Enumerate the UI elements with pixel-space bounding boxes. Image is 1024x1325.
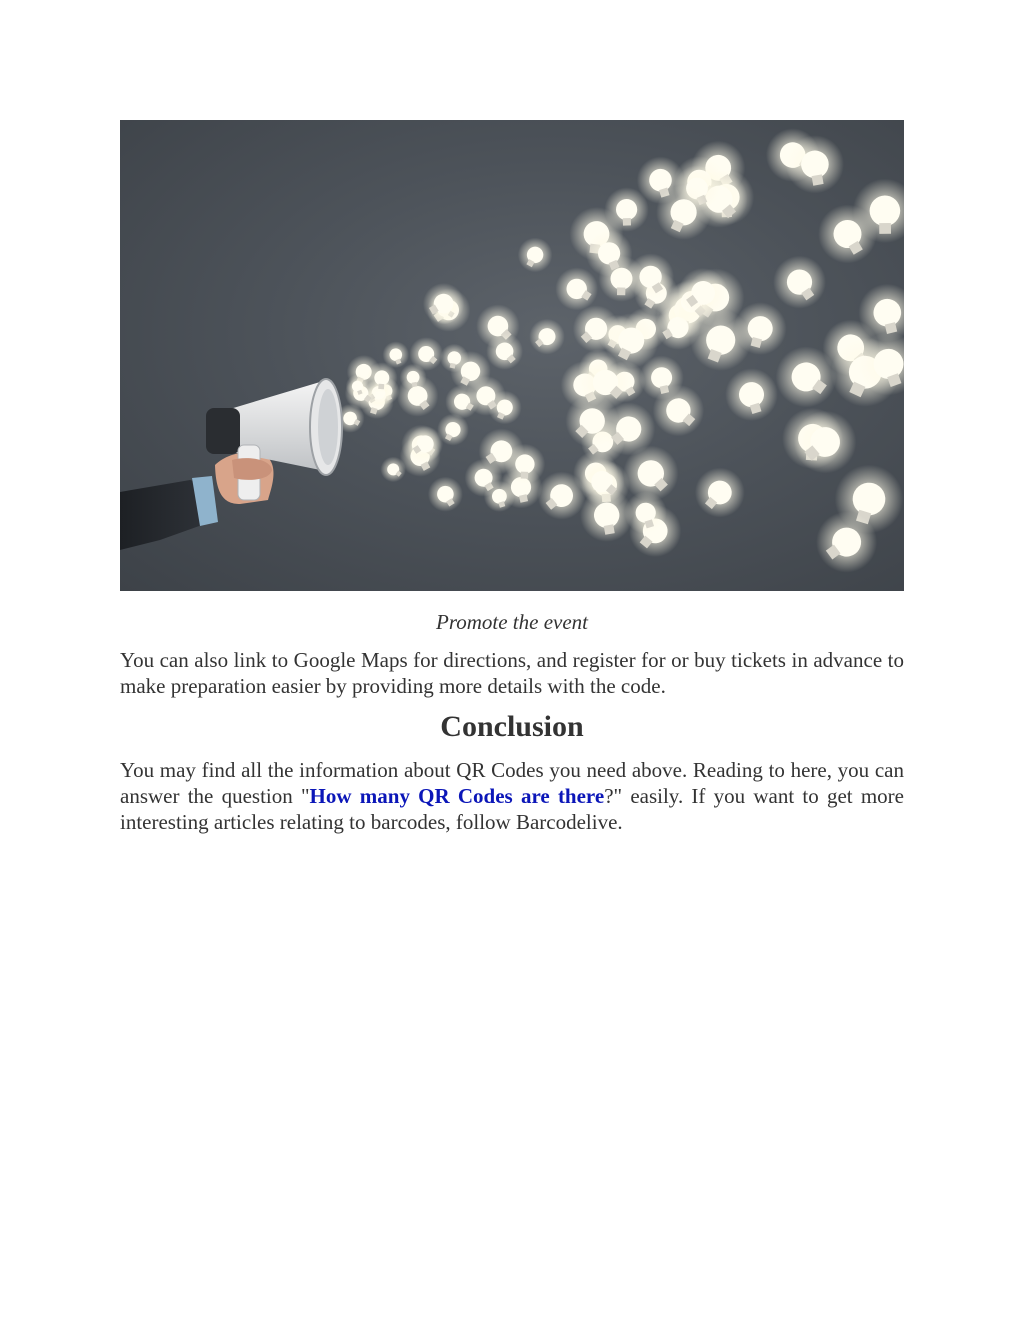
lightbulb-icon xyxy=(421,470,469,518)
lightbulbs-group xyxy=(330,120,904,585)
lightbulb-icon xyxy=(522,312,572,362)
megaphone-icon xyxy=(120,379,342,550)
lightbulb-icon xyxy=(719,362,785,428)
section-heading-conclusion: Conclusion xyxy=(440,710,584,743)
lightbulb-icon xyxy=(685,457,755,527)
paragraph-conclusion-text-end: ?" easily. If you want to get more interesting articles relating to barcodes, follow Barcodelive. xyxy=(120,784,904,834)
lightbulb-icon xyxy=(512,231,559,278)
megaphone-lightbulbs-image xyxy=(120,120,904,591)
how-many-qr-codes-link[interactable]: How many QR Codes are there xyxy=(309,784,605,808)
megaphone-lightbulbs-figure xyxy=(120,120,904,591)
document-page xyxy=(120,120,904,835)
paragraph-conclusion-text-start: You may find all the information about QR Codes you need above. Reading to here, you can answer the question " xyxy=(120,758,904,808)
paragraph-directions: You can also link to Google Maps for directions, and register for or buy tickets in advance to make preparation easier by providing more details with the code. xyxy=(120,648,904,698)
figure-caption: Promote the event xyxy=(436,610,588,634)
paragraph-conclusion xyxy=(120,757,904,835)
